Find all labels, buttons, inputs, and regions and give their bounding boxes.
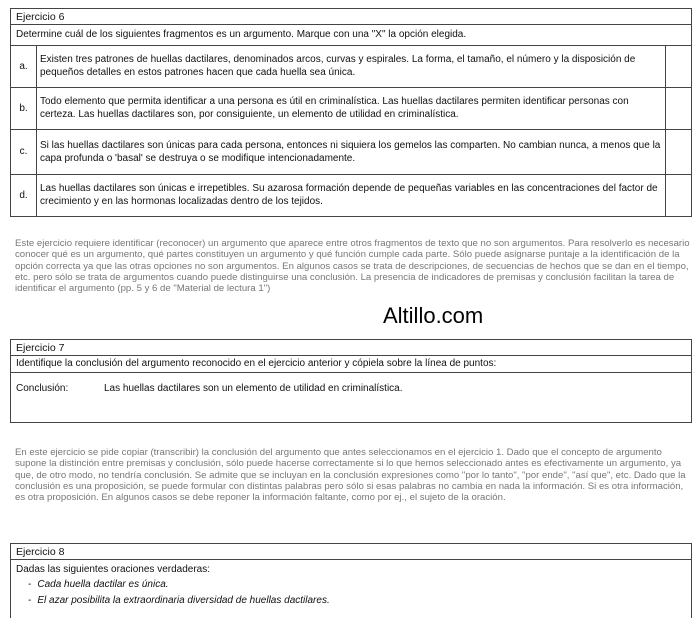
sentence-list — [16, 577, 686, 609]
conclusion-text[interactable]: Las huellas dactilares son un elemento de utilidad en criminalística. — [104, 383, 403, 394]
exercise-7-note: En este ejercicio se pide copiar (transcribir) la conclusión del argumento que antes seleccionamos en el ejercicio 1. Dado que el concepto de argumento supone la distinción entre premisas y conclusión, sólo puede hacerse correctamente si lo que hemos seleccionado antes es efectivamente un argumento, ya que, de otro modo, no tendría conclusión. Se admite que se incluyan en la conclusión expresiones como "por lo tanto", "por ende", "así que", etc. Dado que la conclusión es una proposición, se puede formular con distintas palabras pero sólo si esas palabras no cambia en nada la información. Si es otra información, es otra proposición. En algunos casos se debe reponer la información faltante, como por ej., el sujeto de la oración. — [15, 447, 686, 504]
exercise-6-box — [10, 8, 692, 217]
option-mark-cell[interactable] — [666, 87, 692, 129]
option-row-b — [11, 87, 691, 129]
exercise-8-box — [10, 543, 692, 618]
sentence-item: - Cada huella dactilar es única. — [16, 577, 686, 593]
exercise-6-note: Este ejercicio requiere identificar (reconocer) un argumento que aparece entre otros fragmentos de texto que no son argumentos. Para resolverlo es necesario conocer qué es un argumento, qué partes constituyen un argumento y qué función cumple cada parte. Sólo puede asignarse puntaje a la identificación de la opción correcta ya que las otras opciones no son argumentos. En algunos casos se trata de descripciones, de secuencias de hechos que se dan en el tiempo, etc. pero sólo se trata de argumentos cuando puede distinguirse una conclusión. La presencia de indicadores de premisas y conclusión facilitan la tarea de identificar el argumento (pp. 5 y 6 de "Material de lectura 1") — [15, 238, 690, 295]
sentence-item: - El azar posibilita la extraordinaria diversidad de huellas dactilares. — [16, 593, 686, 609]
option-row-a — [11, 46, 691, 87]
option-row-c — [11, 129, 691, 174]
option-mark-cell[interactable] — [666, 46, 692, 87]
exercise-8-body — [11, 560, 691, 612]
exercise-6-title: Ejercicio 6 — [11, 9, 691, 25]
option-text: Existen tres patrones de huellas dactilares, denominados arcos, curvas y espirales. La forma, el tamaño, el número y la disposición de pequeños detalles en estos patrones hacen que cada huella sea única. — [40, 54, 636, 79]
option-text: Todo elemento que permita identificar a una persona es útil en criminalística. Las huellas dactilares permiten identificar personas con certeza. Las huellas dactilares son, por consiguiente, un elemento de utilidad en criminalística. — [37, 87, 666, 129]
exercise-7-title: Ejercicio 7 — [11, 340, 691, 356]
option-text: Las huellas dactilares son únicas e irrepetibles. Su azarosa formación depende de pequeñas variables en las concentraciones del factor de crecimiento y en las hormonas localizadas dentro de los tejidos. — [37, 174, 666, 216]
option-text: Si las huellas dactilares son únicas para cada persona, entonces ni siquiera los gemelos las comparten. No cambian nunca, a menos que la capa profunda o 'basal' se destruya o se modifique intencionadamente. — [37, 129, 666, 174]
option-letter: a. — [11, 46, 37, 87]
exercise-8-title: Ejercicio 8 — [11, 544, 691, 560]
option-mark-cell[interactable] — [666, 174, 692, 216]
exercise-7-instruction: Identifique la conclusión del argumento reconocido en el ejercicio anterior y cópiela sobre la línea de puntos: — [11, 356, 691, 373]
conclusion-line — [11, 373, 691, 404]
altillo-watermark: Altillo.com — [383, 303, 484, 328]
option-letter: b. — [11, 87, 37, 129]
exercise-6-instruction: Determine cuál de los siguientes fragmentos es un argumento. Marque con una "X" la opción elegida. — [11, 25, 691, 46]
options-table — [11, 46, 691, 216]
option-row-d — [11, 174, 691, 216]
exercise-7-box — [10, 339, 692, 423]
exercise-8-instruction: Dadas las siguientes oraciones verdaderas: — [16, 564, 210, 575]
option-mark-cell[interactable] — [666, 129, 692, 174]
option-letter: c. — [11, 129, 37, 174]
option-letter: d. — [11, 174, 37, 216]
conclusion-label: Conclusión: — [16, 383, 69, 394]
